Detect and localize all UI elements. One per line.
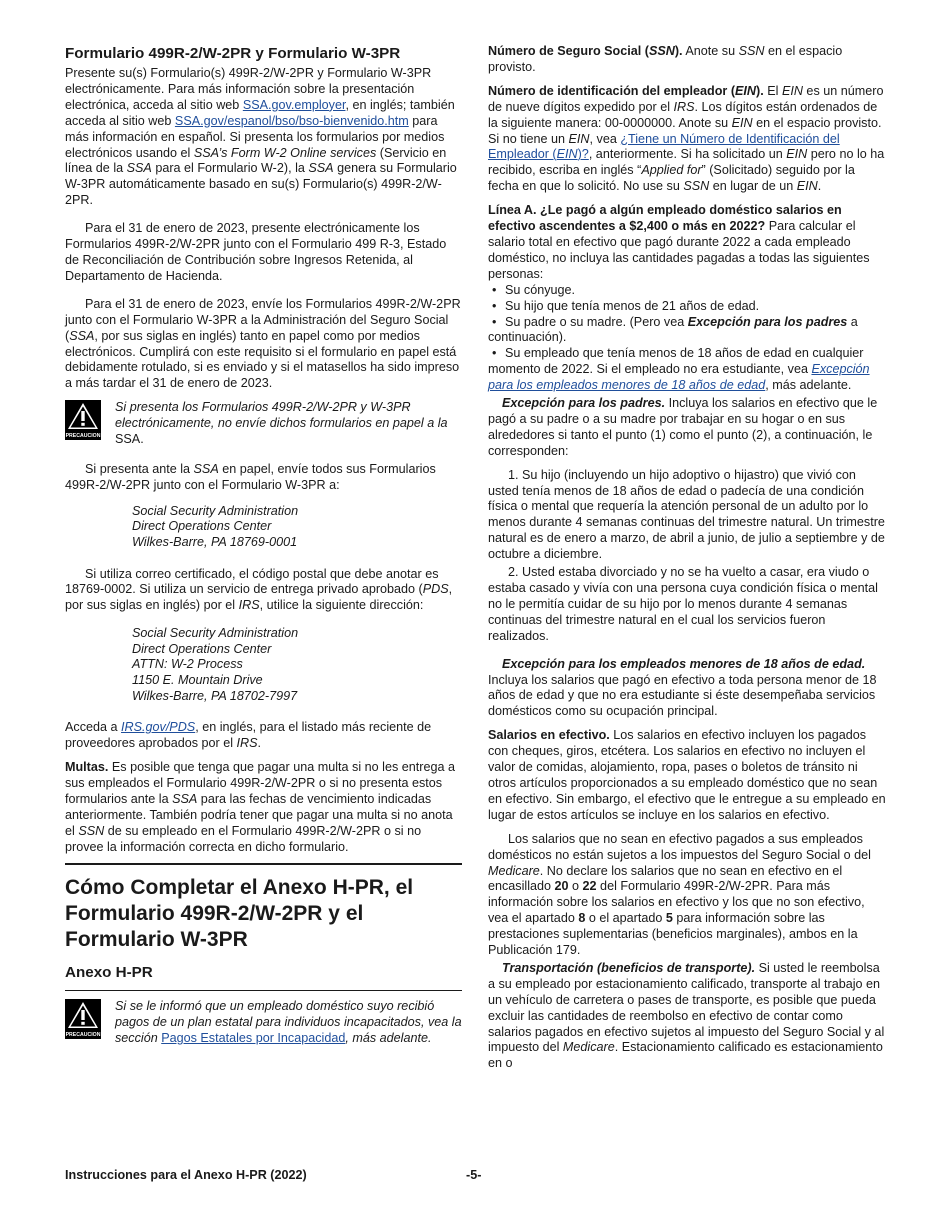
ssa-espanol-link[interactable]: SSA.gov/espanol/bso/bso-bienvenido.htm [174,113,409,128]
minors-exception-link[interactable]: Excepción para los empleados menores de 18 años de edad [488,362,870,393]
ein-paragraph [488,84,886,195]
text: , más adelante. [765,378,852,393]
text: IRS [236,736,258,751]
address-line: Wilkes-Barre, PA 18769-0001 [132,534,298,549]
text: )? [577,147,589,162]
text: , en inglés, para el listado más reciente de proveedores aprobados por el [65,720,432,751]
text: EIN [796,179,818,194]
text: Es posible que tenga que pagar una multa si no les entrega a sus empleados el Formulario 499R-2/W-2PR o si no presenta estos formularios ante la [65,760,455,806]
text: Número de identificación del empleador ( [488,83,736,98]
anexo-heading: Anexo H-PR [65,964,153,982]
list-item: • Su empleado que tenía menos de 18 años de edad en cualquier momento de 2022. Si el empleado no era estudiante, vea Excepción para los empleados menores de 18 años de edad, más adelante. [488,346,870,393]
text: , más adelante. [345,1031,432,1046]
page-footer [65,1168,886,1182]
text: , en inglés; también acceda al sitio web [65,97,455,128]
text: . Estacionamiento calificado es estacionamiento en o [488,1040,883,1071]
text: Acceda a [65,720,122,735]
text: en el espacio provisto. [488,44,843,74]
text: Si presenta ante la [85,461,194,476]
address-line: Direct Operations Center [132,641,272,656]
caution-text [115,400,462,448]
text: . Los dígitos están ordenados de la siguiente manera: 00-0000000. Anote su [488,99,878,130]
text: EIN [781,83,803,98]
ssa-deadline-paragraph [65,297,462,392]
text: Línea A. ¿Le pagó a algún empleado doméstico salarios en efectivo ascendentes a $2,400 o más en 2022? [488,203,842,234]
text: para información sobre las prestaciones suplementarias (beneficios marginales), ambos en la Publicación 179. [488,911,858,958]
address-line: Social Security Administration [132,626,299,641]
text: Su padre o su madre. (Pero vea [505,314,688,329]
text: , vea [589,131,621,146]
text: SSA [193,461,219,476]
text: , por sus siglas en inglés) tanto en papel como por medios electrónicos. Cumplirá con este requisito si el formulario en papel está debidamente rotulado, si es enviado y si el matasellos ha sido impreso a más tardar el 31 de enero de 2023. [65,328,460,391]
text: Los salarios en efectivo incluyen los pagados con cheques, giros, etcétera. Los salarios en efectivo no incluyen el valor de comidas, alojamiento, ropa, pases o boletos de tránsito ni otros artículos proporcionados a su empleado doméstico que no sean en efectivo. Sin embargo, el efectivo que le entregue a su empleado en lugar de estos artículos se incluye en los salarios en efectivo. [488,728,886,822]
text: 5 [665,911,673,926]
text: SSA [172,791,198,806]
caution-icon [65,999,101,1044]
hacienda-paragraph: Para el 31 de enero de 2023, presente electrónicamente los Formularios 499R-2/W-2PR junto con el Formulario 499 R-3, Estado de Reconciliación de Contribución sobre Ingresos Retenida, al Departamento de Hacienda. [65,221,447,283]
caution-text [115,999,462,1047]
text: Número de Seguro Social ( [488,44,649,58]
text: SSA [308,161,334,176]
caution-icon [65,400,101,445]
text: o el apartado [585,911,666,926]
paper-filing-paragraph [65,462,462,494]
text: Medicare [562,1040,615,1055]
page-number: -5- [466,1168,482,1182]
text: Anote su [682,44,739,58]
text: es un número de nueve dígitos expedido por el [488,83,884,114]
forms-paragraph [65,66,462,209]
line-a-block [488,203,886,394]
text: para las fechas de vencimiento indicadas anteriormente. También podría tener que pagar una multa si no anota el [65,791,453,838]
text: Para calcular el salario total en efectivo que pagó durante 2022 a cada empleado doméstico, no incluya las cantidades pagadas a todas las siguientes personas: [488,219,870,281]
section-heading: Cómo Completar el Anexo H-PR, el Formulario 499R-2/W-2PR y el Formulario W-3PR [65,876,414,952]
text: genera su Formulario W-3PR automáticamente basado en su(s) Formulario(s) 499R-2/W-2PR. [65,161,457,208]
text: Si usted le reembolsa a su empleado por estacionamiento calificado, transporte al trabajo en un vehículo de carretera o pases de transporte, es posible que pueda excluir las cantidades de reembolso en efectivo de contar como salarios pagados en efectivo sujetos al impuesto del Seguro Social y al impuesto del [488,960,885,1055]
text: Presente su(s) Formulario(s) 499R-2/W-2PR y Formulario W-3PR electrónicamente. Para más información sobre la presentación electrónica, acceda al sitio web [65,66,432,112]
ssn-paragraph [488,44,886,76]
penalties-paragraph [65,760,462,855]
text: Multas. [65,760,109,775]
text: EIN [556,147,578,162]
text: EIN [735,83,757,98]
text: para más información en español. Si presenta los formularios por medios electrónicos usando el [65,113,445,160]
text: Si presenta los Formularios 499R-2/W-2PR y W-3PR electrónicamente, no envíe dichos formularios en papel a la [115,400,448,431]
text: ¿Tiene un Número de Identificación del Empleador ( [488,131,840,162]
ssa-employer-link[interactable]: SSA.gov.employer [242,97,346,112]
text: ). [674,44,683,58]
text: Excepción para los padres. [502,396,666,411]
footer-title: Instrucciones para el Anexo H-PR (2022) [65,1168,307,1182]
anexo-rule [65,990,462,991]
text: El [763,83,782,98]
text: SSN [683,179,710,194]
text: Excepción para los padres [687,314,848,329]
caution-label: PRECAUCION [65,433,101,440]
text: Incluya los salarios en efectivo que le pagó a su padre o a su madre por trabajar en su hogar o en sus alrededores si tanto el punto (1) como el punto (2), a continuación, le corresponden: [488,396,878,458]
text: Su empleado que tenía menos de 18 años de edad en cualquier momento de 2022. Si el empleado no era estudiante, vea [488,346,864,377]
text: Para el 31 de enero de 2023, envíe los Formularios 499R-2/W-2PR junto con el Formulario W-3PR a la Administración del Seguro Social ( [65,296,461,343]
text: en lugar de un [709,179,797,194]
text: , anteriormente. Si ha solicitado un [588,147,787,162]
text: IRS [673,99,695,114]
text: EIN [568,131,590,146]
section-rule [65,863,462,865]
text: SSN [648,44,675,58]
text: Si se le informó que un empleado doméstico suyo recibió pagos de un plan estatal para individuos incapacitados, vea la sección [115,999,462,1046]
list-item: • Su padre o su madre. (Pero vea Excepción para los padres a continuación). [488,314,858,345]
left-column [65,44,462,1055]
address-block-1 [132,504,462,551]
text: Si utiliza correo certificado, el código postal que debe anotar es 18769-0002. Si utiliza un servicio de entrega privado aprobado ( [65,566,439,597]
forms-heading: Formulario 499R-2/W-2PR y Formulario W-3PR [65,45,401,62]
text: 8 [578,911,586,926]
address-block-2 [132,626,462,704]
text: . [817,179,822,194]
minors-exception-paragraph [488,657,886,721]
text: Transportación (beneficios de transporte). [502,960,756,975]
text: Incluya los salarios que pagó en efectivo a toda persona menor de 18 años de edad y que no era estudiante si éste desempeñaba servicios domésticos como su ocupación principal. [488,672,877,719]
list-item: • Su hijo que tenía menos de 21 años de edad. [488,299,886,315]
text: o [568,879,583,894]
address-line: ATTN: W-2 Process [132,657,243,672]
text: Los salarios que no sean en efectivo pagados a sus empleados domésticos no están sujetos a los impuestos del Seguro Social o del [488,831,871,862]
text: en papel, envíe todos sus Formularios 499R-2/W-2PR junto con el Formulario W-3PR a: [65,461,436,492]
parents-exception-paragraph [488,396,886,460]
text: pero no lo ha recibido, escriba en inglés “ [488,147,885,178]
text: Applied for [641,163,702,178]
condition-1: 1. Su hijo (incluyendo un hijo adoptivo o hijastro) que vivió con usted tenía menos de 18 años de edad o padecía de una condición física o mental que requería la atención personal de un adulto por lo menos durante 4 semanas continuas del trimestre natural. Un trimestre natural es de enero a marzo, de abril a junio, de julio a septiembre y de octubre a diciembre. [488,467,885,562]
text: Medicare [488,863,540,878]
text: . [257,736,262,751]
text: IRS [238,598,260,613]
text: EIN [786,147,808,162]
text: SSA’s Form W-2 Online services [193,145,377,160]
text: en el espacio provisto. Si no tiene un [488,115,882,146]
right-column [488,44,886,1080]
text: 22 [582,879,597,894]
text: SSA [69,328,95,343]
certified-mail-paragraph [65,567,462,615]
caution-note [65,400,462,448]
transportation-paragraph [488,961,886,1072]
exclusion-list [488,283,886,315]
text: SSN [78,823,105,838]
list-item: • Su cónyuge. [488,283,886,299]
text: a continuación). [488,314,858,345]
text: EIN [731,115,753,130]
address-line: Social Security Administration [132,503,299,518]
caution-label: PRECAUCION [65,1032,101,1039]
irs-pds-link[interactable]: IRS.gov/PDS [121,720,196,735]
address-line: Direct Operations Center [132,519,272,534]
cash-wages-paragraph [488,728,886,823]
address-line: Wilkes-Barre, PA 18702-7997 [132,688,298,703]
address-line: 1150 E. Mountain Drive [132,673,263,688]
text: , por sus siglas en inglés) por el [65,582,453,613]
text: para el Formulario W-2), la [151,161,309,176]
text: SSA. [115,432,144,447]
text: SSN [738,44,765,58]
text: . No declare los salarios que no sean en efectivo en el encasillado [488,863,843,894]
state-disability-link[interactable]: Pagos Estatales por Incapacidad [161,1031,346,1046]
text: SSA [126,161,152,176]
text: Excepción para los empleados menores de 18 años de edad. [502,656,866,671]
condition-2: 2. Usted estaba divorciado y no se ha vuelto a casar, era viudo o estaba casado y vivía con una persona cuya condición física o mental no le permitía cuidar de su hijo por lo menos durante 4 semanas continuas del trimestre natural en el cual los servicios fueron realizados. [488,565,878,643]
text: ” (Solicitado) seguido por la fecha en que lo solicitó. No use su [488,163,855,194]
caution-note-2 [65,999,462,1047]
text: ). [756,83,764,98]
text: PDS [422,582,449,597]
text: 20 [554,879,569,894]
noncash-wages-paragraph [488,832,886,959]
line-a-paragraph [488,203,886,283]
text: (Servicio en línea de la [65,145,447,176]
text: del Formulario 499R-2/W-2PR. Para más información sobre los salarios en efectivo y los que no son efectivo, vea el apartado [488,879,865,926]
pds-paragraph [65,720,462,752]
text: , utilice la siguiente dirección: [259,598,424,613]
text: de su empleado en el Formulario 499R-2/W-2PR o si no provee la información correcta en dicho formulario. [65,823,422,854]
text: Salarios en efectivo. [488,728,610,743]
